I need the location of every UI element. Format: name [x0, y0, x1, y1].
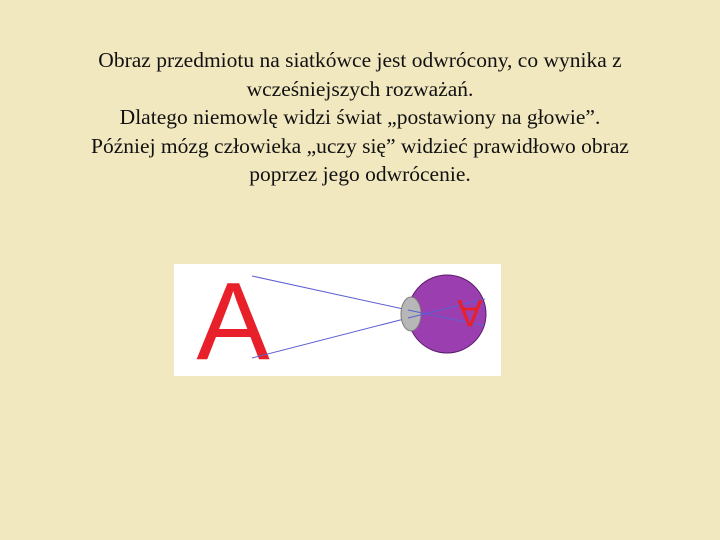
eye-lens: [401, 297, 421, 331]
text-line-5: poprzez jego odwrócenie.: [249, 162, 471, 186]
text-line-2: wcześniejszych rozważań.: [246, 76, 474, 101]
diagram-svg: [174, 264, 501, 376]
object-letter-a: A: [196, 264, 270, 376]
slide-text-block: [40, 46, 680, 189]
text-line-4: Później mózg człowieka „uczy się” widzieć prawidłowo obraz: [91, 133, 629, 158]
inverted-image-letter-a: A: [457, 291, 483, 333]
text-line-1: Obraz przedmiotu na siatkówce jest odwrócony, co wynika z: [98, 48, 622, 72]
text-line-3: Dlatego niemowlę widzi świat „postawiony na głowie”.: [119, 105, 601, 129]
eye-inverted-image-diagram: [174, 264, 501, 376]
